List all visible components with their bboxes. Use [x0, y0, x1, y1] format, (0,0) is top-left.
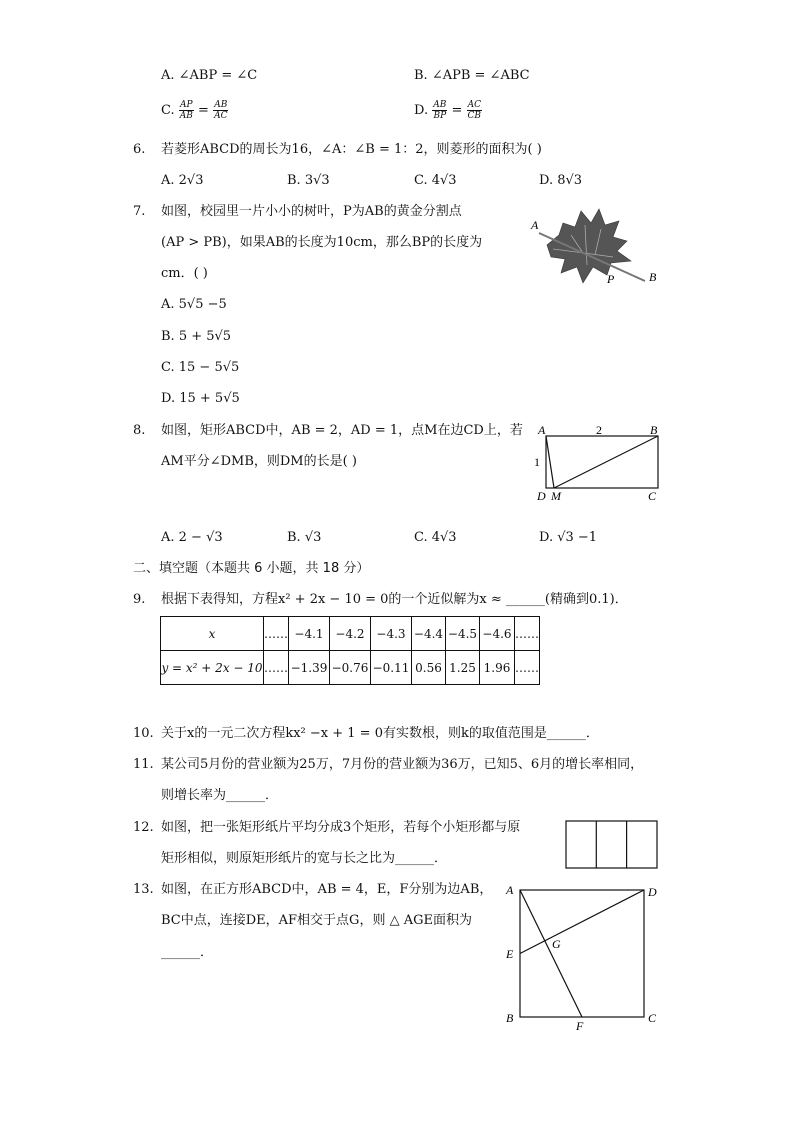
- table-cell: ……: [264, 651, 289, 685]
- q8-fig-label-2: 2: [596, 423, 602, 437]
- q8-fig-label-b: B: [650, 423, 658, 437]
- leaf-shape: [547, 209, 631, 283]
- section-heading-fill-in: 二、填空题（本题共 6 小题，共 18 分）: [133, 561, 370, 576]
- q13-stem-line1: 如图，在正方形ABCD中，AB = 4，E，F分别为边AB，: [161, 882, 493, 897]
- table-cell: −4.2: [330, 617, 371, 651]
- q10-number: 10.: [133, 726, 154, 741]
- q7-option-b: B. 5 + 5√5: [161, 329, 232, 344]
- q5-option-b: B. ∠APB = ∠ABC: [414, 68, 530, 83]
- q5-option-d-frac2: $\frac{AC}{CB}$: [467, 100, 482, 121]
- q5-option-c-frac1: $\frac{AP}{AB}$: [179, 100, 193, 121]
- q12-rectangle-figure: [565, 820, 660, 870]
- q8-fig-label-m: M: [551, 489, 561, 503]
- q13-fig-label-b: B: [506, 1011, 514, 1025]
- table-cell: 1.96: [480, 651, 515, 685]
- q13-stem-line3: ______．: [161, 945, 214, 960]
- q7-option-c: C. 15 − 5√5: [161, 360, 240, 375]
- q13-fig-label-c: C: [648, 1011, 657, 1025]
- q6-option-d: D. 8√3: [539, 173, 583, 188]
- q8-number: 8.: [133, 423, 146, 438]
- q12-number: 12.: [133, 820, 154, 835]
- q9-stem: 根据下表得知，方程x² + 2x − 10 = 0的一个近似解为x ≈ ______(精确到0.1)．: [161, 592, 628, 607]
- table-cell: −4.1: [289, 617, 330, 651]
- segment-de: [520, 890, 644, 954]
- table-cell: −0.11: [371, 651, 412, 685]
- q5-option-c: [161, 99, 228, 123]
- q5-option-d-eq: =: [451, 103, 463, 118]
- q13-fig-label-a: A: [506, 883, 514, 897]
- segment-am: [546, 436, 554, 488]
- q5-option-d: [414, 99, 482, 123]
- q13-stem-line2: BC中点，连接DE，AF相交于点G，则 △ AGE面积为: [161, 913, 472, 928]
- q8-fig-label-c: C: [648, 489, 657, 503]
- q8-option-d: D. √3 −1: [539, 530, 598, 545]
- q5-option-c-eq: =: [198, 103, 209, 118]
- q6-number: 6.: [133, 142, 146, 157]
- q8-option-a: A. 2 − √3: [161, 530, 223, 545]
- q11-stem-line1: 某公司5月份的营业额为25万，7月份的营业额为36万，已知5、6月的增长率相同，: [161, 757, 644, 772]
- q5-option-c-label: C.: [161, 103, 175, 118]
- q9-value-table: [160, 616, 540, 685]
- q13-fig-label-f: F: [576, 1019, 584, 1033]
- q13-square-figure: [500, 878, 670, 1033]
- table-cell: −4.4: [412, 617, 446, 651]
- q12-stem-line1: 如图，把一张矩形纸片平均分成3个矩形，若每个小矩形都与原: [161, 820, 521, 835]
- q8-fig-label-a: A: [538, 423, 546, 437]
- q9-number: 9.: [133, 592, 146, 607]
- q6-option-a: A. 2√3: [161, 173, 204, 188]
- table-cell: −4.3: [371, 617, 412, 651]
- q6-stem: 若菱形ABCD的周长为16，∠A：∠B = 1：2，则菱形的面积为( ): [161, 142, 542, 157]
- q13-fig-label-d: D: [648, 885, 657, 899]
- q6-option-c: C. 4√3: [414, 173, 457, 188]
- q8-stem-line2: AM平分∠DMB，则DM的长是( ): [161, 454, 357, 469]
- segment-mb: [554, 436, 658, 488]
- square-abcd: [520, 890, 644, 1017]
- q7-number: 7.: [133, 204, 146, 219]
- table-cell: −0.76: [330, 651, 371, 685]
- q11-number: 11.: [133, 757, 154, 772]
- q13-fig-label-e: E: [506, 947, 514, 961]
- q13-number: 13.: [133, 882, 154, 897]
- q7-stem-line3: cm．( ): [161, 266, 208, 281]
- q8-stem-line1: 如图，矩形ABCD中，AB = 2，AD = 1，点M在边CD上，若: [161, 423, 523, 438]
- table-cell: −4.5: [446, 617, 480, 651]
- q8-option-b: B. √3: [287, 530, 322, 545]
- q7-fig-label-a: A: [531, 218, 539, 232]
- q7-fig-label-p: P: [607, 272, 615, 286]
- q7-stem-line1: 如图，校园里一片小小的树叶，P为AB的黄金分割点: [161, 204, 462, 219]
- q11-stem-line2: 则增长率为______．: [161, 788, 279, 803]
- q8-fig-label-d: D: [537, 489, 546, 503]
- q13-fig-label-g: G: [552, 937, 561, 951]
- q6-option-b: B. 3√3: [287, 173, 330, 188]
- q7-fig-label-b: B: [649, 270, 657, 284]
- q5-option-d-frac1: $\frac{AB}{BP}$: [433, 100, 447, 121]
- outer-rectangle: [566, 821, 657, 868]
- table-cell: ……: [515, 617, 540, 651]
- table-cell: ……: [264, 617, 289, 651]
- table-cell: −1.39: [289, 651, 330, 685]
- table-cell: x: [161, 617, 264, 651]
- table-row: [161, 617, 540, 651]
- table-cell: 1.25: [446, 651, 480, 685]
- q5-option-d-label: D.: [414, 103, 429, 118]
- segment-af: [520, 890, 582, 1017]
- table-cell: y = x² + 2x − 10: [161, 651, 264, 685]
- q7-option-d: D. 15 + 5√5: [161, 391, 240, 406]
- q5-option-c-frac2: $\frac{AB}{AC}$: [214, 100, 228, 121]
- q12-stem-line2: 矩形相似，则原矩形纸片的宽与长之比为______．: [161, 851, 448, 866]
- q8-option-c: C. 4√3: [414, 530, 457, 545]
- table-cell: −4.6: [480, 617, 515, 651]
- table-cell: 0.56: [412, 651, 446, 685]
- q8-rectangle-figure: [530, 420, 670, 505]
- q7-leaf-figure: [525, 205, 665, 290]
- q7-option-a: A. 5√5 −5: [161, 297, 227, 312]
- q7-stem-line2: (AP > PB)，如果AB的长度为10cm，那么BP的长度为: [161, 235, 483, 250]
- table-row: [161, 651, 540, 685]
- q5-option-a: A. ∠ABP = ∠C: [161, 68, 258, 83]
- q10-stem: 关于x的一元二次方程kx² −x + 1 = 0有实数根，则k的取值范围是______．: [161, 726, 599, 741]
- q8-fig-label-1: 1: [534, 455, 540, 469]
- table-cell: ……: [515, 651, 540, 685]
